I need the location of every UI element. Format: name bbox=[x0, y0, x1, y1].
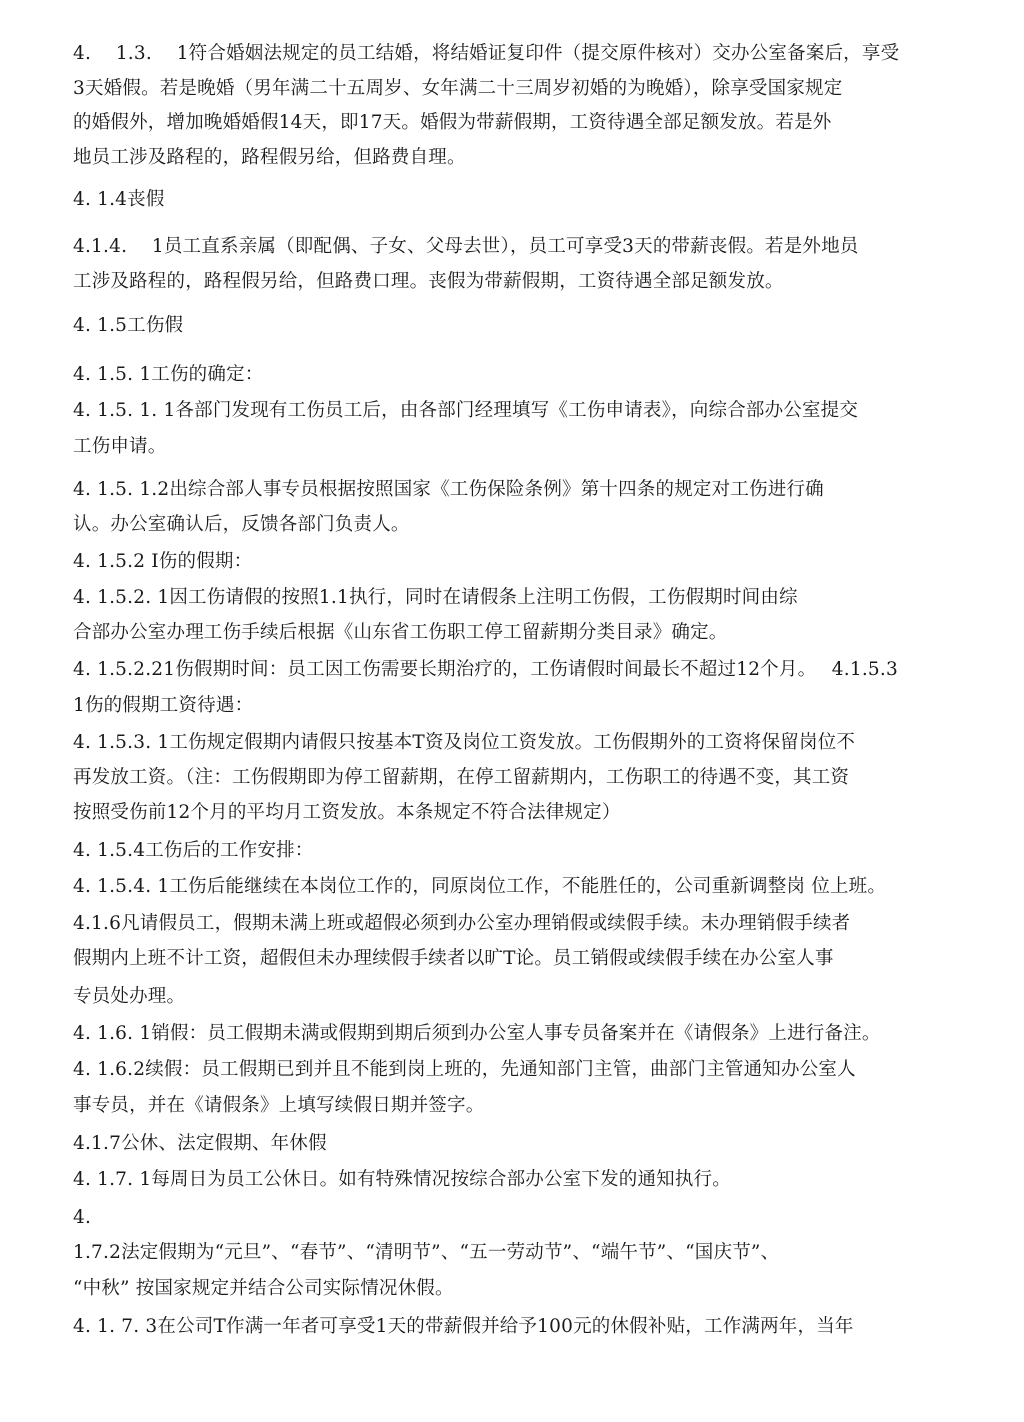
text-line: 4. 1.7. 1每周日为员工公休日。如有特殊情况按综合部办公室下发的通知执行。 bbox=[73, 1169, 731, 1190]
text-line: 4. 1. 7. 3在公司T作满一年者可享受1天的带薪假并给予100元的休假补贴，工作满两年，当年 bbox=[73, 1316, 854, 1337]
text-line: 认。办公室确认后，反馈各部门负责人。 bbox=[73, 514, 410, 535]
text-line: 4.1.6凡请假员工，假期未满上班或超假必须到办公室办理销假或续假手续。未办理销假手续者 bbox=[73, 913, 851, 934]
section-heading: 4.1.7公休、法定假期、年休假 bbox=[73, 1133, 327, 1154]
text-line: 的婚假外，增加晚婚婚假14天，即17天。婚假为带薪假期，工资待遇全部足额发放。若是外 bbox=[73, 112, 832, 133]
text-line: 合部办公室办理工伤手续后根据《山东省工伤职工停工留薪期分类目录》确定。 bbox=[73, 622, 728, 643]
text-line: 4. 1.5.2. 1因工伤请假的按照1.1执行，同时在请假条上注明工伤假，工伤假期时间由综 bbox=[73, 587, 798, 608]
section-heading: 4. 1.4丧假 bbox=[73, 189, 165, 210]
text-line: 4. 1.6. 1销假：员工假期未满或假期到期后须到办公室人事专员备案并在《请假条》上进行备注。 bbox=[73, 1023, 881, 1044]
text-line: 3天婚假。若是晚婚（男年满二十五周岁、女年满二十三周岁初婚的为晚婚），除享受国家规定 bbox=[73, 78, 843, 99]
text-line: 4. 1.3. 1符合婚姻法规定的员工结婚，将结婚证复印件（提交原件核对）交办公室备案后，享受 bbox=[73, 43, 900, 64]
text-line: 按照受伤前12个月的平均月工资发放。本条规定不符合法律规定） bbox=[73, 802, 621, 823]
text-line: 4. 1.5.2.21伤假期时间：员工因工伤需要长期治疗的，工伤请假时间最长不超过12个月。 4.1.5.3 bbox=[73, 659, 898, 680]
text-line: 4. 1.5.3. 1工伤规定假期内请假只按基本T资及岗位工资发放。工伤假期外的工资将保留岗位不 bbox=[73, 732, 856, 753]
text-line: 事专员，并在《请假条》上填写续假日期并签字。 bbox=[73, 1095, 485, 1116]
text-line: 假期内上班不计工资，超假但未办理续假手续者以旷T论。员工销假或续假手续在办公室人事 bbox=[73, 948, 834, 969]
text-line: 1.7.2法定假期为“元旦”、“春节”、“清明节”、“五一劳动节”、“端午节”、“国庆节”、 bbox=[73, 1242, 780, 1263]
section-heading: 4. 1.5工伤假 bbox=[73, 315, 184, 336]
section-heading: 4. 1.5.2 I伤的假期： bbox=[73, 551, 253, 572]
text-line: 工涉及路程的，路程假另给，但路费口理。丧假为带薪假期，工资待遇全部足额发放。 bbox=[73, 271, 784, 292]
text-line: 1伤的假期工资待遇： bbox=[73, 695, 254, 716]
text-line: 4.1.4. 1员工直系亲属（即配偶、子女、父母去世），员工可享受3天的带薪丧假。若是外地员 bbox=[73, 236, 859, 257]
text-line: 工伤申请。 bbox=[73, 436, 167, 457]
text-line: 地员工涉及路程的，路程假另给，但路费自理。 bbox=[73, 147, 466, 168]
section-heading: 4. 1.5. 1工伤的确定： bbox=[73, 364, 264, 385]
text-line: 4. 1.5. 1. 1各部门发现有工伤员工后，由各部门经理填写《工伤申请表》，向综合部办公室提交 bbox=[73, 400, 859, 421]
text-line: 4. 1.6.2续假：员工假期已到并且不能到岗上班的，先通知部门主管，曲部门主管通知办公室人 bbox=[73, 1059, 856, 1080]
text-line: 4. 1.5. 1.2出综合部人事专员根据按照国家《工伤保险条例》第十四条的规定对工伤进行确 bbox=[73, 479, 824, 500]
text-line: 再发放工资。（注：工伤假期即为停工留薪期，在停工留薪期内，工伤职工的待遇不变，其工资 bbox=[73, 767, 850, 788]
text-line: 4. bbox=[73, 1207, 92, 1228]
section-heading: 4. 1.5.4工伤后的工作安排： bbox=[73, 840, 314, 861]
text-line: 4. 1.5.4. 1工伤后能继续在本岗位工作的，同原岗位工作，不能胜任的，公司重新调整岗 位上班。 bbox=[73, 876, 887, 897]
text-line: “中秋” 按国家规定并结合公司实际情况休假。 bbox=[73, 1278, 454, 1299]
text-line: 专员处办理。 bbox=[73, 986, 186, 1007]
